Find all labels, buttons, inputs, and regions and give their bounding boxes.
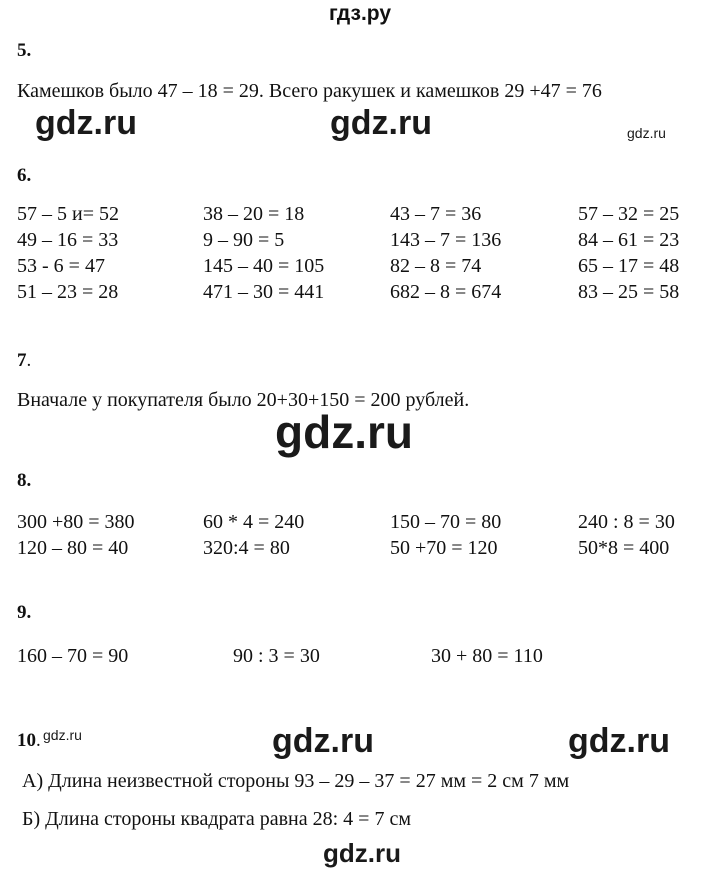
equation: 57 – 5 и= 52 [17,203,119,225]
task-5-number: 5. [17,40,32,61]
task-7-number [17,350,31,372]
equation: 90 : 3 = 30 [233,645,320,667]
watermark: gdz.ru [323,838,401,868]
task-9-row [17,643,631,669]
task-9-number: 9. [17,602,32,623]
task-5-text: Камешков было 47 – 18 = 29. Всего ракушек и камешков 29 +47 = 76 [17,80,602,102]
watermark: gdz.ru [330,104,432,142]
watermark: gdz.ru [275,406,413,458]
watermark: gdz.ru [272,722,374,760]
equation: 120 – 80 = 40 [17,537,129,559]
equation: 53 - 6 = 47 [17,255,105,277]
equation: 682 – 8 = 674 [390,281,502,303]
equation: 60 * 4 = 240 [203,511,305,533]
equation: 471 – 30 = 441 [203,281,325,303]
equation: 300 +80 = 380 [17,511,135,533]
equation: 50*8 = 400 [578,537,670,559]
task-10-b: Б) Длина стороны квадрата равна 28: 4 = 7 см [22,808,411,830]
equation: 65 – 17 = 48 [578,255,680,277]
task-6-grid [17,201,718,305]
equation: 143 – 7 = 136 [390,229,502,251]
equation: 84 – 61 = 23 [578,229,680,251]
task-10-dot: . [36,730,41,751]
equation: 30 + 80 = 110 [431,645,543,667]
equation: 82 – 8 = 74 [390,255,482,277]
task-10-a: А) Длина неизвестной стороны 93 – 29 – 37 = 27 мм = 2 см 7 мм [22,770,570,792]
task-7-num: 7 [17,350,27,371]
page-header: гдз.ру [328,2,392,25]
equation: 51 – 23 = 28 [17,281,119,303]
equation: 320:4 = 80 [203,537,290,559]
equation: 240 : 8 = 30 [578,511,675,533]
equation: 49 – 16 = 33 [17,229,119,251]
task-7-text: Вначале у покупателя было 20+30+150 = 200 рублей. [17,389,470,411]
task-6-number: 6. [17,165,32,186]
watermark: gdz.ru [35,104,137,142]
equation: 150 – 70 = 80 [390,511,502,533]
task-10-num: 10 [17,730,36,751]
task-10-number [17,730,41,752]
watermark: gdz.ru [568,722,670,760]
equation: 83 – 25 = 58 [578,281,680,303]
watermark: gdz.ru [43,727,82,743]
watermark: gdz.ru [627,125,666,141]
equation: 9 – 90 = 5 [203,229,285,251]
equation: 57 – 32 = 25 [578,203,680,225]
equation: 160 – 70 = 90 [17,645,129,667]
equation: 50 +70 = 120 [390,537,498,559]
task-8-number: 8. [17,470,32,491]
equation: 43 – 7 = 36 [390,203,482,225]
task-8-grid [17,509,718,561]
equation: 145 – 40 = 105 [203,255,325,277]
task-7-dot: . [26,350,32,371]
equation: 38 – 20 = 18 [203,203,305,225]
